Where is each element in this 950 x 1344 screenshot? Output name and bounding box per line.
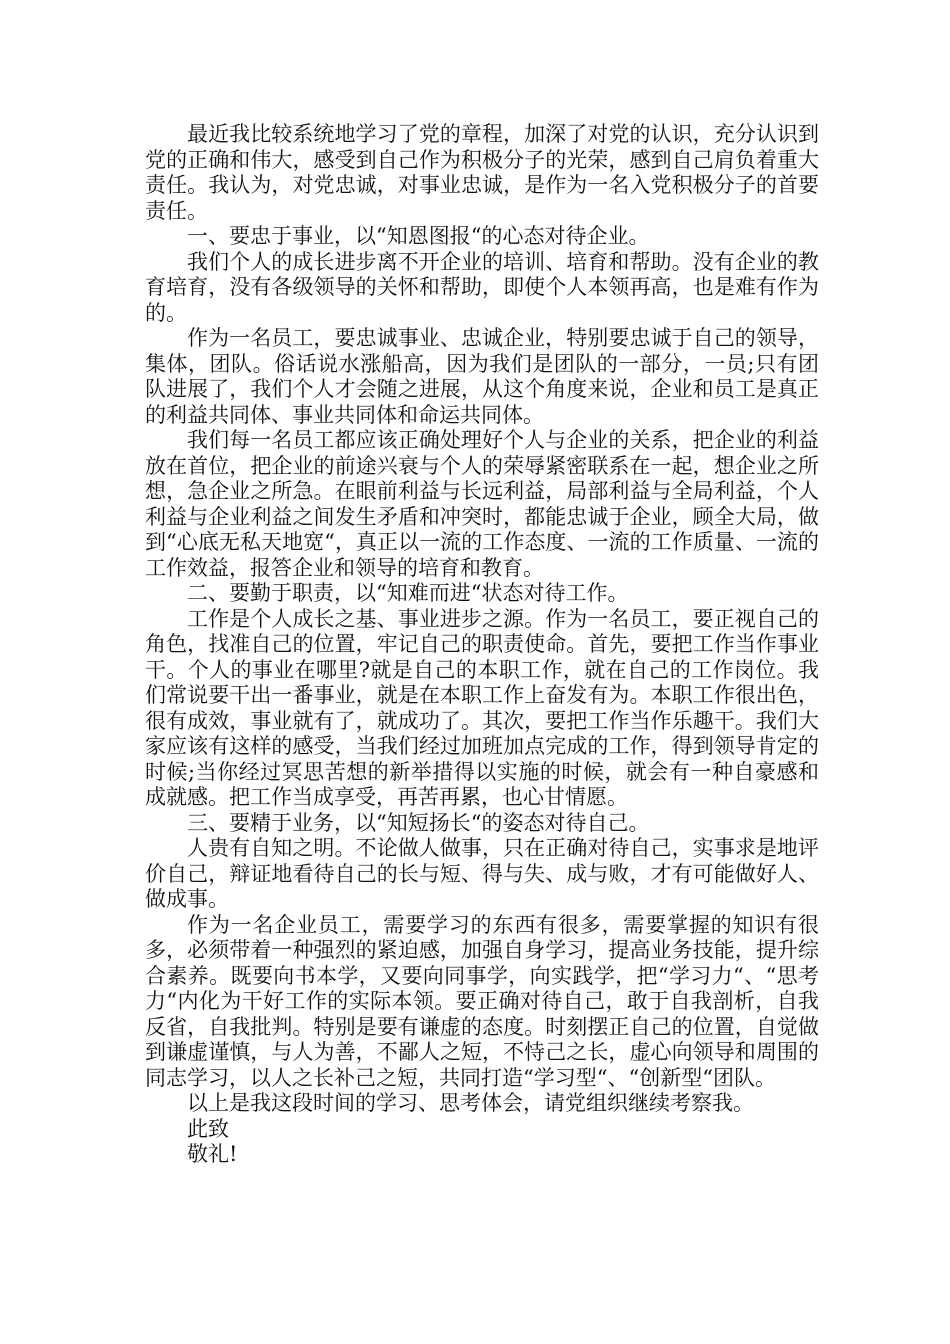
paragraph: 作为一名员工，要忠诚事业、忠诚企业，特别要忠诚于自己的领导，集体，团队。俗话说水涨船高，因为我们是团队的一部分，一员;只有团队进展了，我们个人才会随之进展，从这个角度来说，企业和员工是真正的利益共同体、事业共同体和命运共同体。 [145,326,819,427]
section-heading-1: 一、要忠于事业，以“知恩图报“的心态对待企业。 [187,224,650,248]
salutation-cizhi: 此致 [187,1116,229,1141]
salutation-jingli: 敬礼! [187,1142,238,1166]
paragraph: 作为一名企业员工，需要学习的东西有很多，需要掌握的知识有很多，必须带着一种强烈的紧迫感，加强自身学习，提高业务技能，提升综合素养。既要向书本学，又要向同事学，向实践学，把“学习力“、“思考力“内化为干好工作的实际本领。要正确对待自己，敢于自我剖析，自我反省，自我批判。特别是要有谦虚的态度。时刻摆正自己的位置，自觉做到谦虚谨慎，与人为善，不鄙人之短，不恃己之长，虚心向领导和周围的同志学习，以人之长补己之短，共同打造“学习型“、“创新型“团队。 [145,912,819,1090]
paragraph: 我们个人的成长进步离不开企业的培训、培育和帮助。没有企业的教育培育，没有各级领导的关怀和帮助，即使个人本领再高，也是难有作为的。 [145,249,819,325]
section-heading-3: 三、要精于业务，以“知短扬长“的姿态对待自己。 [187,810,650,835]
document-body [145,122,819,1168]
section-heading-2: 二、要勤于职责，以“知难而进“状态对待工作。 [187,581,629,605]
paragraph-intro: 最近我比较系统地学习了党的章程，加深了对党的认识，充分认识到党的正确和伟大，感受到自己作为积极分子的光荣，感到自己肩负着重大责任。我认为，对党忠诚，对事业忠诚，是作为一名入党积极分子的首要责任。 [145,122,819,223]
paragraph: 我们每一名员工都应该正确处理好个人与企业的关系，把企业的利益放在首位，把企业的前途兴衰与个人的荣辱紧密联系在一起，想企业之所想，急企业之所急。在眼前利益与长远利益，局部利益与全局利益，个人利益与企业利益之间发生矛盾和冲突时，都能忠诚于企业，顾全大局，做到“心底无私天地宽“，真正以一流的工作态度、一流的工作质量、一流的工作效益，报答企业和领导的培育和教育。 [145,428,819,580]
paragraph-closing: 以上是我这段时间的学习、思考体会，请党组织继续考察我。 [187,1091,754,1115]
paragraph: 工作是个人成长之基、事业进步之源。作为一名员工，要正视自己的角色，找准自己的位置，牢记自己的职责使命。首先，要把工作当作事业干。个人的事业在哪里?就是自己的本职工作，就在自己的工作岗位。我们常说要干出一番事业，就是在本职工作上奋发有为。本职工作很出色，很有成效，事业就有了，就成功了。其次，要把工作当作乐趣干。我们大家应该有这样的感受，当我们经过加班加点完成的工作，得到领导肯定的时候;当你经过冥思苦想的新举措得以实施的时候，就会有一种自豪感和成就感。把工作当成享受，再苦再累，也心甘情愿。 [145,606,819,809]
paragraph: 人贵有自知之明。不论做人做事，只在正确对待自己，实事求是地评价自己，辩证地看待自己的长与短、得与失、成与败，才有可能做好人、做成事。 [145,836,819,911]
